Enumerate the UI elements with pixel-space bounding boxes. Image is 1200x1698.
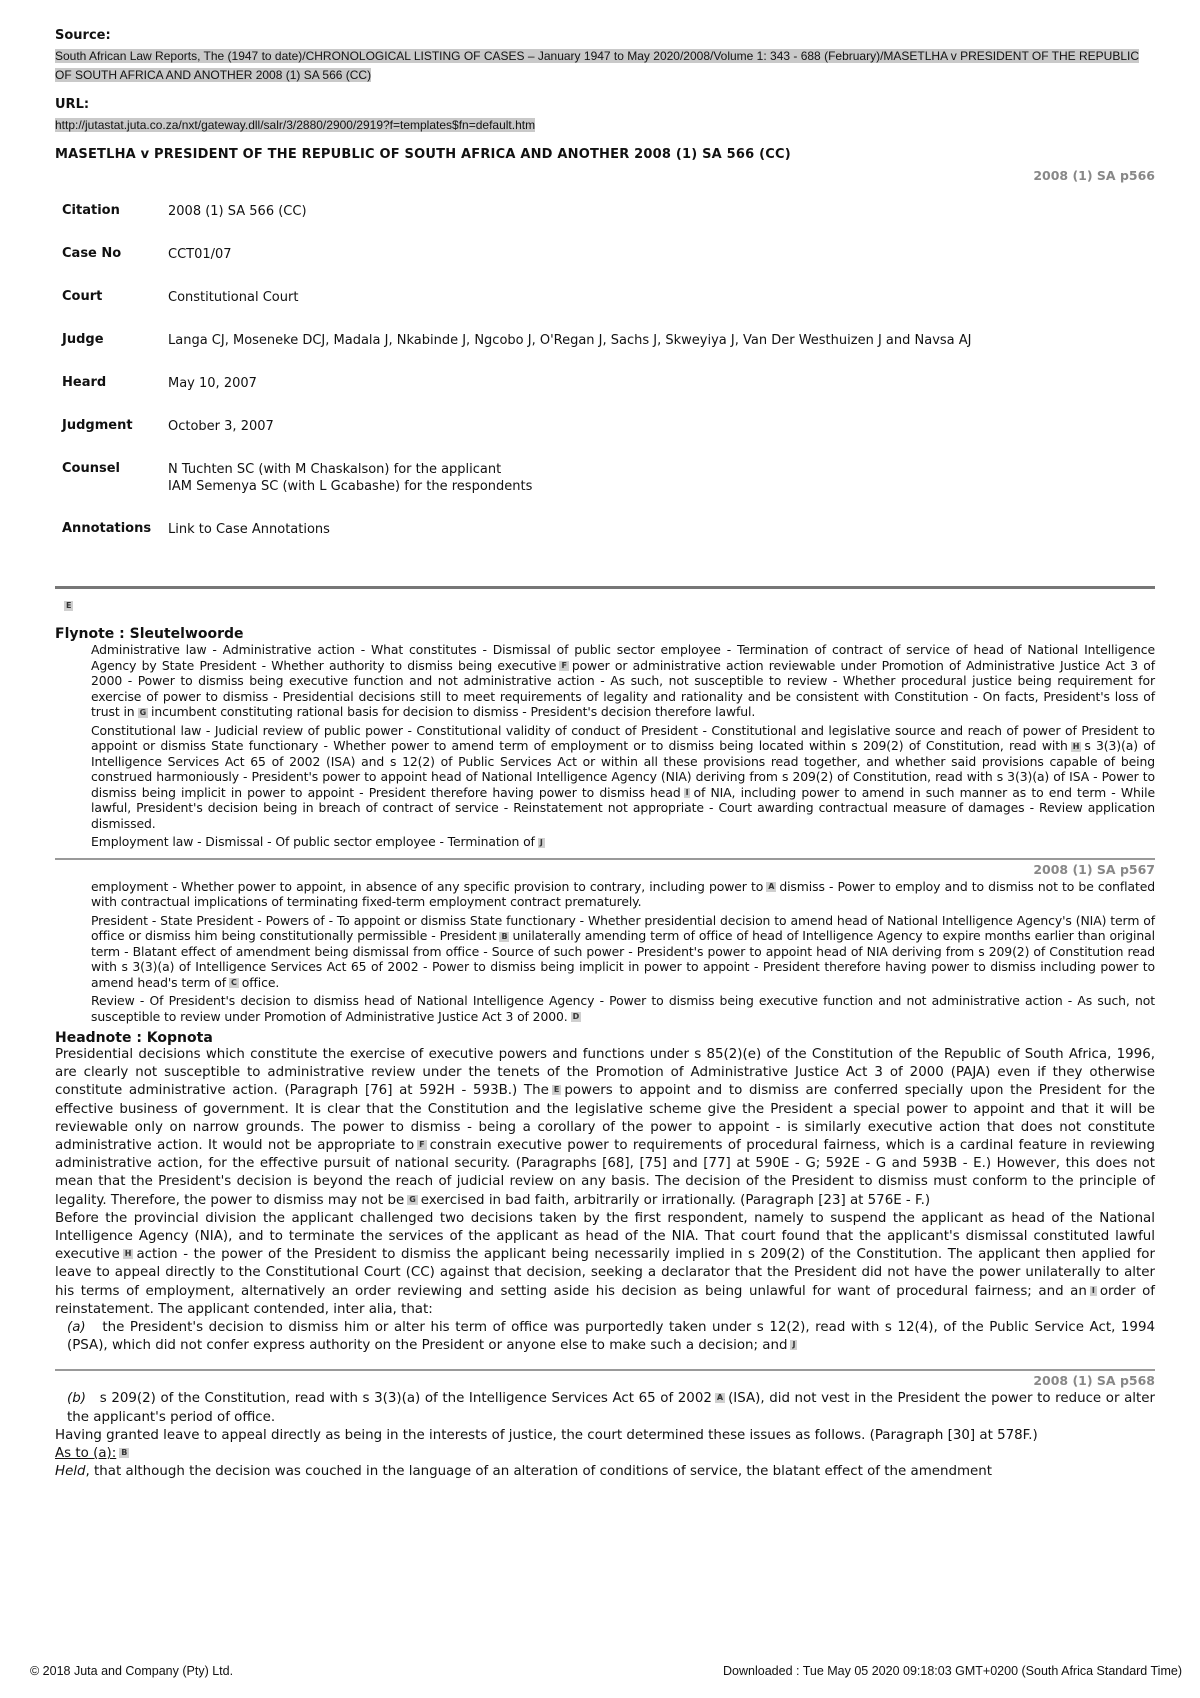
headnote-paragraph: Before the provincial division the applicant challenged two decisions taken by the first respondent, namely to suspend the applicant as head of the National Intelligence Agency (NIA), and to terminate the services of the applicant as head of the NIA. That court found that the applicant's dismissal constituted lawful executive H action - the power of the President to dismiss the applicant being necessarily implied in s 209(2) of the Constitution. The applicant then applied for leave to appeal directly to the Constitutional Court (CC) against that decision, seeking a declarator that the President did not have the power unilaterally to alter his terms of employment, alternatively an order reviewing and setting aside his decision as being unlawful for want of procedural fairness; and an I order of reinstatement. The applicant contended, inter alia, that:: [55, 1210, 1155, 1317]
margin-marker: C: [231, 978, 237, 987]
margin-marker: F: [561, 661, 567, 670]
meta-row: [62, 461, 971, 521]
meta-key: Judgment: [62, 418, 133, 433]
margin-marker: J: [792, 1340, 796, 1350]
page-footer: [30, 1664, 1182, 1678]
margin-marker: B: [501, 931, 508, 941]
meta-row: [62, 246, 971, 289]
margin-marker: G: [409, 1194, 416, 1204]
headnote-body-continued: [55, 1390, 1155, 1481]
case-meta-table: [62, 203, 971, 564]
headnote-list-item: (a) the President's decision to dismiss him or alter his term of office was purportedly taken under s 12(2), read with s 12(4), of the Public Service Act, 1994 (PSA), which did not confer express authority on the President or anyone else to make such a decision; and J: [67, 1320, 1155, 1354]
meta-value: Constitutional Court: [168, 290, 299, 305]
flynote-paragraph: Review - Of President's decision to dismiss head of National Intelligence Agency - Power to dismiss being executive function and not administrative action - As such, not susceptible to review under Promotion of Administrative Justice Act 3 of 2000. D: [91, 993, 1155, 1024]
margin-marker: G: [139, 707, 147, 717]
meta-key: Annotations: [62, 521, 152, 536]
headnote-list-item: (b) s 209(2) of the Constitution, read with s 3(3)(a) of the Intelligence Services Act 65 of 2002 A (ISA), did not vest in the President the power to reduce or alter the applicant's period of office.: [67, 1391, 1155, 1425]
margin-marker: H: [1072, 741, 1080, 751]
document-page: [55, 24, 1155, 1481]
page-ref: 2008 (1) SA p568: [1033, 1373, 1155, 1389]
url-block: [55, 97, 1155, 133]
flynote-body-continued: [55, 879, 1155, 1025]
meta-row: [62, 418, 971, 461]
meta-key: Judge: [62, 332, 104, 347]
meta-row: [62, 203, 971, 246]
page-ref: 2008 (1) SA p566: [1033, 168, 1155, 183]
headnote-paragraph: Presidential decisions which constitute the exercise of executive powers and functions under s 85(2)(e) of the Constitution of the Republic of South Africa, 1996, are clearly not susceptible to administrative review under the tenets of the Promotion of Administrative Justice Act 3 of 2000 (PAJA) even if they otherwise constitute administrative action. (Paragraph [76] at 592H - 593B.) The E powers to appoint and to dismiss are conferred specially upon the President for the effective business of government. It is clear that the Constitution and the legislative scheme give the President a special power to appoint and that it will be reviewable only on narrow grounds. The power to dismiss - being a corollary of the power to appoint - is similarly executive action that does not constitute administrative action. It would not be appropriate to F constrain executive power to requirements of procedural fairness, which is a cardinal feature in reviewing administrative action, for the effective pursuit of national security. (Paragraphs [68], [75] and [77] at 590E - G; 592E - G and 593B - E.) However, this does not mean that the President's decision is beyond the reach of judicial review on any basis. The decision of the President to dismiss must conform to the principle of legality. Therefore, the power to dismiss may not be G exercised in bad faith, arbitrarily or irrationally. (Paragraph [23] at 576E - F.): [55, 1047, 1155, 1208]
download-timestamp: Downloaded : Tue May 05 2020 09:18:03 GMT+0200 (South Africa Standard Time): [723, 1664, 1182, 1678]
margin-marker: I: [1091, 1285, 1095, 1295]
meta-key: Counsel: [62, 461, 120, 476]
case-title: MASETLHA v PRESIDENT OF THE REPUBLIC OF SOUTH AFRICA AND ANOTHER 2008 (1) SA 566 (CC): [55, 147, 791, 162]
flynote-paragraph: employment - Whether power to appoint, in absence of any specific provision to contrary, including power to A dismiss - Power to employ and to dismiss not to be conflated with contractual implications of terminating fixed-term employment contract prematurely.: [91, 878, 1155, 909]
annotations-link[interactable]: Link to Case Annotations: [168, 522, 330, 537]
margin-marker: E: [66, 600, 72, 610]
margin-marker: D: [572, 1012, 580, 1021]
source-text[interactable]: South African Law Reports, The (1947 to date)/CHRONOLOGICAL LISTING OF CASES – January 1947 to May 2020/2008/Volume 1: 343 - 688 (February)/MASETLHA v PRESIDENT OF THE REPUBLIC OF SOUTH AFRICA AND ANOTHER 2008 (1) SA 566 (CC): [55, 49, 1140, 82]
margin-marker: I: [685, 788, 689, 797]
margin-marker: J: [539, 837, 543, 847]
meta-value: October 3, 2007: [168, 419, 274, 434]
section-divider: [55, 586, 1155, 589]
headnote-heading: Headnote : Kopnota: [55, 1030, 213, 1046]
margin-marker: B: [121, 1448, 128, 1458]
flynote-heading: Flynote : Sleutelwoorde: [55, 626, 244, 642]
source-block: [55, 28, 1155, 83]
meta-value: Langa CJ, Moseneke DCJ, Madala J, Nkabinde J, Ngcobo J, O'Regan J, Sachs J, Skweyiya J, Van Der Westhuizen J and Navsa AJ: [168, 333, 972, 348]
meta-value: May 10, 2007: [168, 376, 257, 391]
headnote-paragraph: As to (a): B: [55, 1446, 128, 1462]
page-divider: [55, 1369, 1155, 1371]
meta-key: Case No: [62, 246, 122, 261]
margin-marker: E: [553, 1085, 560, 1095]
copyright-text: © 2018 Juta and Company (Pty) Ltd.: [30, 1664, 234, 1678]
margin-marker: H: [124, 1249, 132, 1259]
headnote-paragraph: Having granted leave to appeal directly as being in the interests of justice, the court determined these issues as follows. (Paragraph [30] at 578F.): [55, 1427, 1038, 1443]
page-divider: [55, 858, 1155, 860]
headnote-body: [55, 1046, 1155, 1355]
page-ref: 2008 (1) SA p567: [1033, 861, 1155, 877]
meta-key: Heard: [62, 375, 107, 390]
meta-key: Citation: [62, 203, 120, 218]
flynote-paragraph: Constitutional law - Judicial review of public power - Constitutional validity of conduct of President - Constitutional and legislative source and reach of power of President to appoint or dismiss State functionary - Whether power to amend term of employment or to dismiss being located within s 209(2) of Constitution, read with H s 3(3)(a) of Intelligence Services Act 65 of 2002 (ISA) and s 12(2) of Public Services Act or within all these provisions read together, and whether said provisions capable of being construed harmoniously - President's power to appoint head of National Intelligence Agency (NIA) deriving from s 209(2) of Constitution, read with s 3(3)(a) of ISA - Power to dismiss being implicit in power to appoint - President therefore having power to dismiss head I of NIA, including power to amend in such manner as to end term - While lawful, President's decision being in breach of contract of service - Reinstatement not appropriate - Court awarding contractual measure of damages - Review application dismissed.: [91, 722, 1155, 831]
counsel-applicant: N Tuchten SC (with M Chaskalson) for the applicant: [168, 462, 502, 477]
meta-key: Court: [62, 289, 103, 304]
url-link[interactable]: http://jutastat.juta.co.za/nxt/gateway.dll/salr/3/2880/2900/2919?f=templates$fn=default.htm: [55, 118, 536, 132]
flynote-paragraph: President - State President - Powers of - To appoint or dismiss State functionary - Whether presidential decision to amend head of National Intelligence Agency's (NIA) term of office or dismiss him being constitutionally permissible - President B unilaterally amending term of office of head of Intelligence Agency to expire months earlier than original term - Blatant effect of amendment being dismissal from office - Source of such power - President's power to appoint head of NIA deriving from s 209(2) of Constitution read with s 3(3)(a) of Intelligence Services Act 65 of 2002 - Power to dismiss being implicit in power to appoint - President therefore having power to dismiss including power to amend head's term of C office.: [91, 912, 1155, 990]
source-label: Source:: [55, 28, 111, 43]
margin-marker: A: [716, 1393, 724, 1403]
flynote-body: [55, 642, 1155, 850]
meta-value: [168, 461, 971, 521]
meta-row: [62, 375, 971, 418]
meta-row: [62, 332, 971, 375]
meta-value: 2008 (1) SA 566 (CC): [168, 204, 307, 219]
meta-row: [62, 521, 971, 564]
flynote-paragraph: Employment law - Dismissal - Of public sector employee - Termination of J: [91, 834, 543, 849]
margin-marker: A: [768, 882, 775, 891]
headnote-paragraph: Held, that although the decision was couched in the language of an alteration of conditions of service, the blatant effect of the amendment: [55, 1464, 993, 1480]
meta-value: CCT01/07: [168, 247, 232, 262]
counsel-respondents: IAM Semenya SC (with L Gcabashe) for the respondents: [168, 479, 533, 494]
margin-marker: F: [419, 1140, 425, 1150]
meta-row: [62, 289, 971, 332]
flynote-paragraph: Administrative law - Administrative action - What constitutes - Dismissal of public sector employee - Termination of contract of service of head of National Intelligence Agency by State President - Whether authority to dismiss being executive F power or administrative action reviewable under Promotion of Administrative Justice Act 3 of 2000 - Power to dismiss being executive function and not administrative action - As such, not susceptible to review - Whether procedural justice being requirement for exercise of power to dismiss - Presidential decisions still to meet requirements of legality and rationality and be consistent with Constitution - On facts, President's loss of trust in G incumbent constituting rational basis for decision to dismiss - President's decision therefore lawful.: [91, 642, 1155, 719]
url-label: URL:: [55, 97, 90, 112]
